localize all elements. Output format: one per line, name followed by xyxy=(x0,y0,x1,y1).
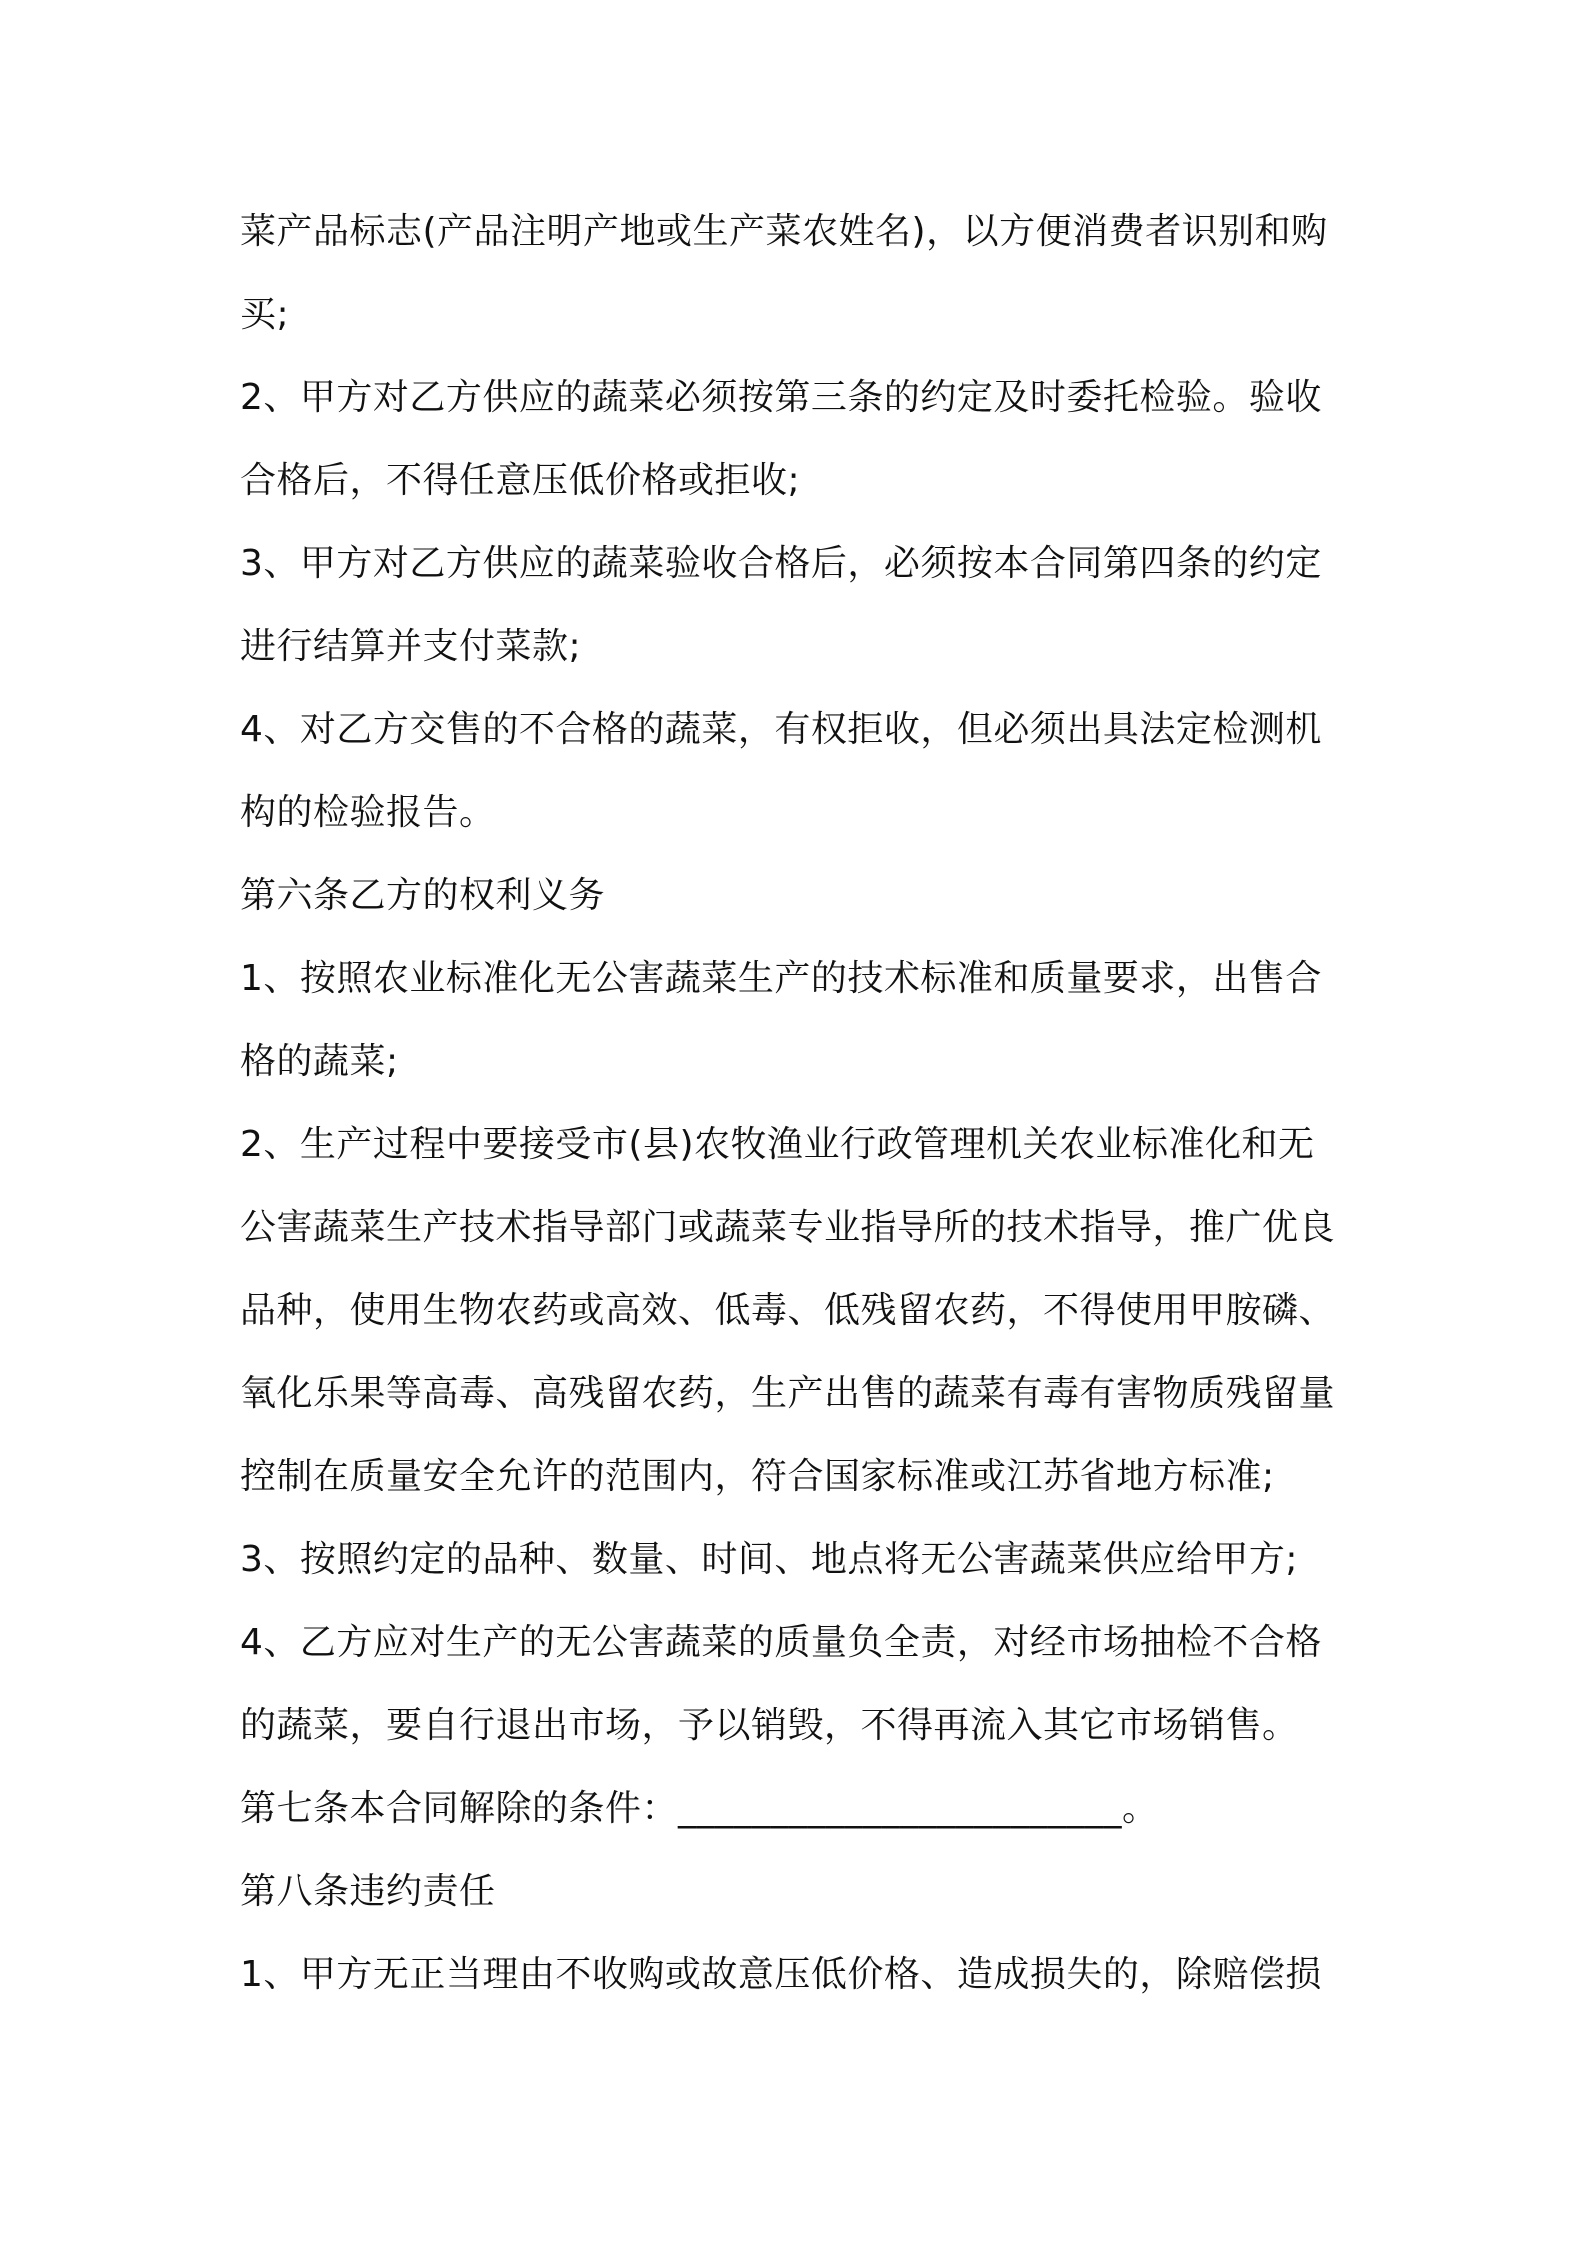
text-line: 2、生产过程中要接受市(县)农牧渔业行政管理机关农业标准化和无 xyxy=(240,1124,1315,1165)
section-heading: 第八条违约责任 xyxy=(240,1871,496,1912)
text-line: 4、乙方应对生产的无公害蔬菜的质量负全责，对经市场抽检不合格 xyxy=(240,1622,1322,1663)
text-line: 格的蔬菜; xyxy=(240,1041,399,1082)
text-line: 进行结算并支付菜款; xyxy=(240,626,582,667)
text-line: 的蔬菜，要自行退出市场，予以销毁，不得再流入其它市场销售。 xyxy=(240,1705,1299,1746)
text-line: 品种，使用生物农药或高效、低毒、低残留农药，不得使用甲胺磷、 xyxy=(240,1290,1336,1331)
text-line: 构的检验报告。 xyxy=(240,792,496,833)
section-heading: 第六条乙方的权利义务 xyxy=(240,875,606,916)
document-body xyxy=(240,200,1360,2026)
section-heading: 第七条本合同解除的条件：________________________。 xyxy=(240,1788,1159,1829)
text-line: 4、对乙方交售的不合格的蔬菜，有权拒收，但必须出具法定检测机 xyxy=(240,709,1322,750)
text-line: 控制在质量安全允许的范围内，符合国家标准或江苏省地方标准; xyxy=(240,1456,1275,1497)
text-line: 2、甲方对乙方供应的蔬菜必须按第三条的约定及时委托检验。验收 xyxy=(240,377,1322,418)
text-line: 氧化乐果等高毒、高残留农药，生产出售的蔬菜有毒有害物质残留量 xyxy=(240,1373,1336,1414)
text-line: 公害蔬菜生产技术指导部门或蔬菜专业指导所的技术指导，推广优良 xyxy=(240,1207,1336,1248)
text-line: 合格后，不得任意压低价格或拒收; xyxy=(240,460,801,501)
text-line: 1、按照农业标准化无公害蔬菜生产的技术标准和质量要求，出售合 xyxy=(240,958,1322,999)
text-line: 3、按照约定的品种、数量、时间、地点将无公害蔬菜供应给甲方; xyxy=(240,1539,1299,1580)
text-line: 买; xyxy=(240,294,290,335)
text-line: 菜产品标志(产品注明产地或生产菜农姓名)，以方便消费者识别和购 xyxy=(240,211,1328,252)
text-line: 3、甲方对乙方供应的蔬菜验收合格后，必须按本合同第四条的约定 xyxy=(240,543,1322,584)
text-line: 1、甲方无正当理由不收购或故意压低价格、造成损失的，除赔偿损 xyxy=(240,1954,1322,1995)
